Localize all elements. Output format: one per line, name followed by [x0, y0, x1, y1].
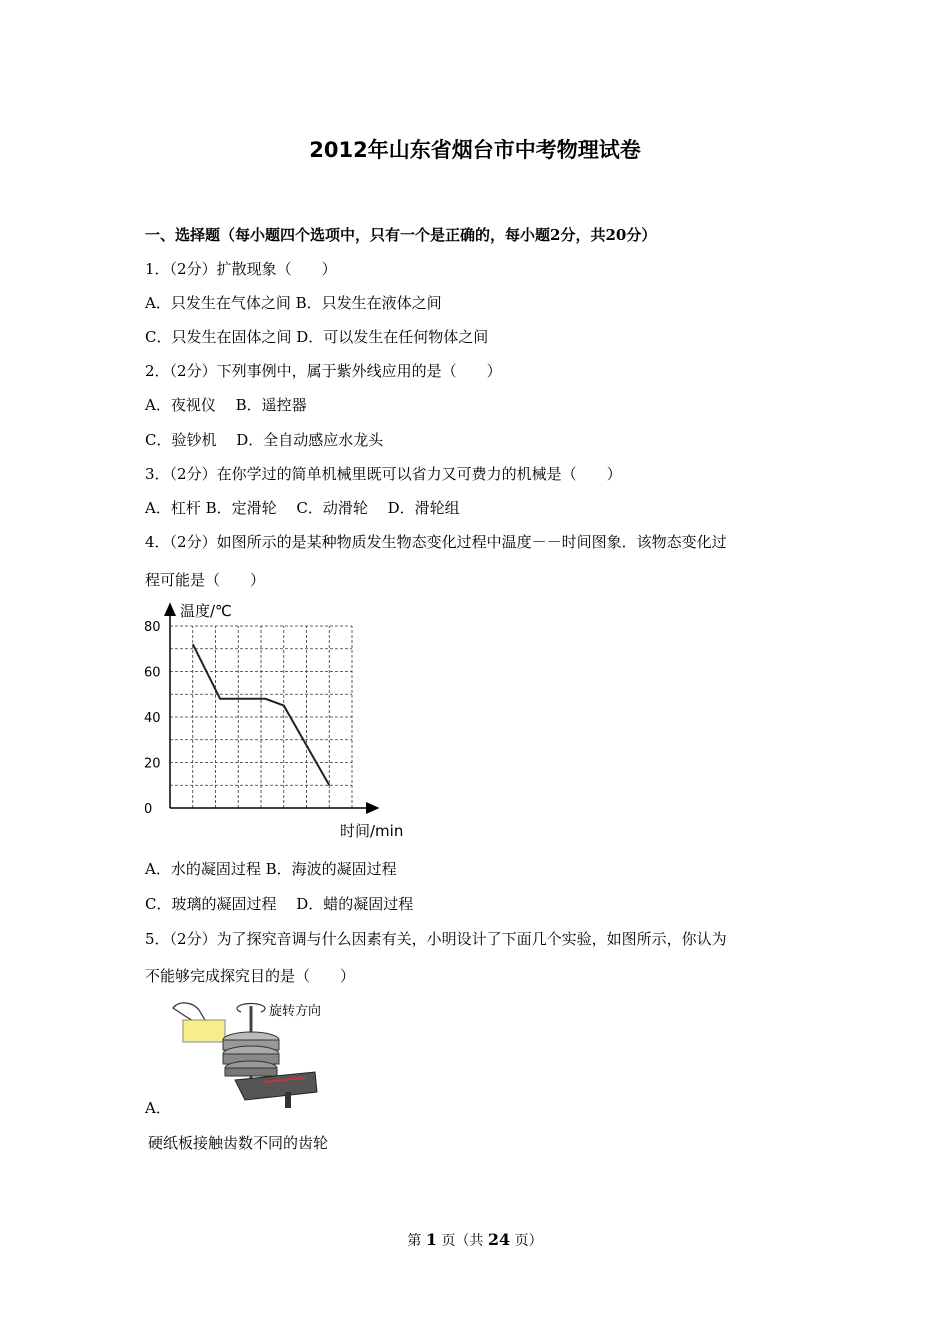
- y-tick-label: 80: [144, 620, 161, 635]
- question-1-options-cd: C．只发生在固体之间 D．可以发生在任何物体之间: [145, 328, 489, 346]
- temperature-time-chart: [140, 598, 420, 843]
- question-5-option-a-caption: 硬纸板接触齿数不同的齿轮: [148, 1134, 329, 1152]
- question-5-option-a-label: A．: [145, 1099, 171, 1117]
- gear-experiment-figure: [165, 996, 335, 1112]
- question-4-options-ab: A．水的凝固过程 B．海波的凝固过程: [145, 860, 397, 878]
- question-4-stem-line1: 4．（2分）如图所示的是某种物质发生物态变化过程中温度－－时间图象．该物态变化过: [145, 533, 727, 551]
- y-tick-label: 40: [144, 711, 161, 726]
- question-1-options-ab: A．只发生在气体之间 B．只发生在液体之间: [145, 294, 442, 312]
- y-tick-label: 60: [144, 665, 161, 681]
- footer-page-number: 1: [425, 1230, 437, 1249]
- question-3-stem: 3．（2分）在你学过的简单机械里既可以省力又可费力的机械是（ ）: [145, 465, 622, 483]
- footer-prefix: 第: [407, 1233, 422, 1249]
- page-title: 2012年山东省烟台市中考物理试卷: [309, 138, 641, 162]
- y-tick-label: 20: [144, 756, 161, 772]
- hand-with-card-icon: [173, 1003, 225, 1042]
- question-1-stem: 1．（2分）扩散现象（ ）: [145, 260, 337, 278]
- question-2-options-cd: C．验钞机 D．全自动感应水龙头: [145, 431, 384, 449]
- footer-middle: 页（共: [441, 1233, 484, 1249]
- footer-total-pages: 24: [487, 1230, 511, 1249]
- y-axis-label: 温度/℃: [180, 602, 232, 620]
- question-2-stem: 2．（2分）下列事例中，属于紫外线应用的是（ ）: [145, 362, 502, 380]
- x-axis-label: 时间/min: [340, 822, 404, 840]
- rotation-direction-label: 旋转方向: [269, 1004, 322, 1019]
- question-3-options: A．杠杆 B．定滑轮 C．动滑轮 D．滑轮组: [145, 499, 460, 517]
- question-4-stem-line2: 程可能是（ ）: [145, 571, 266, 589]
- page-footer: [0, 1230, 950, 1250]
- y-tick-label: 0: [144, 802, 153, 817]
- question-5-stem-line2: 不能够完成探究目的是（ ）: [145, 967, 356, 985]
- footer-suffix: 页）: [514, 1233, 543, 1249]
- question-2-options-ab: A．夜视仪 B．遥控器: [145, 396, 307, 414]
- section-heading: 一、选择题（每小题四个选项中，只有一个是正确的，每小题2分，共20分）: [145, 226, 657, 244]
- question-5-stem-line1: 5．（2分）为了探究音调与什么因素有关，小明设计了下面几个实验，如图所示，你认为: [145, 930, 727, 948]
- question-4-options-cd: C．玻璃的凝固过程 D．蜡的凝固过程: [145, 895, 414, 913]
- base-mount-icon: [235, 1072, 317, 1108]
